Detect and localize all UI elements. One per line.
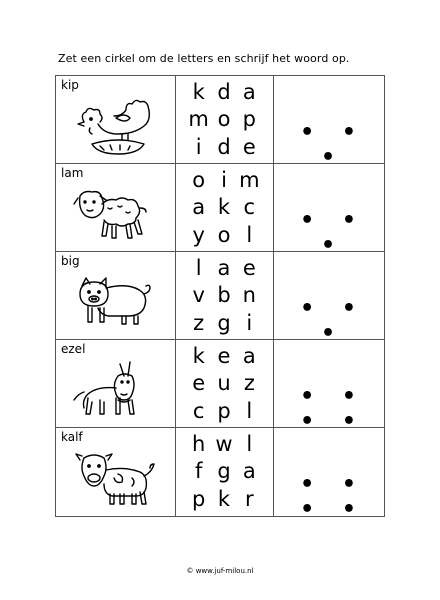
letter[interactable]: d	[217, 80, 231, 105]
animal-word: kip	[61, 78, 79, 92]
answer-dots: • • • •	[300, 384, 366, 434]
letter[interactable]: b	[217, 283, 231, 308]
letter[interactable]: k	[192, 80, 205, 105]
letter[interactable]: i	[246, 310, 253, 335]
letter[interactable]: l	[195, 256, 202, 281]
animal-word: ezel	[61, 342, 86, 356]
animal-word: kalf	[61, 430, 83, 444]
worksheet-table	[55, 75, 385, 522]
letter[interactable]: p	[242, 107, 256, 132]
chicken-icon	[70, 94, 160, 160]
letter[interactable]: c	[192, 398, 205, 423]
letter[interactable]: k	[192, 344, 205, 369]
worksheet-row-big	[56, 252, 384, 346]
picture-cell	[56, 428, 176, 516]
answer-cell[interactable]	[274, 340, 384, 434]
letter[interactable]: m	[239, 168, 260, 193]
copyright-footer: © www.juf-milou.nl	[186, 567, 254, 575]
letter[interactable]: k	[217, 486, 231, 511]
worksheet-row-kalf	[56, 428, 384, 522]
answer-dots: • • • •	[300, 472, 366, 522]
letter[interactable]: a	[192, 195, 206, 220]
letter[interactable]: i	[195, 134, 202, 159]
piglet-icon	[70, 270, 160, 336]
answer-cell[interactable]	[274, 76, 384, 170]
worksheet-row-lam	[56, 164, 384, 258]
lamb-icon	[70, 182, 160, 248]
letter[interactable]: e	[192, 371, 206, 396]
letter[interactable]: o	[192, 168, 206, 193]
letter[interactable]: r	[245, 486, 254, 511]
letter[interactable]: z	[243, 371, 255, 396]
letter-grid	[186, 167, 262, 249]
letter[interactable]: m	[188, 107, 209, 132]
answer-dots: • • •	[300, 120, 366, 170]
letter[interactable]: g	[217, 459, 231, 484]
letter-grid	[186, 431, 262, 513]
worksheet-row-kip	[56, 76, 384, 170]
letter[interactable]: e	[217, 344, 231, 369]
letter[interactable]: f	[194, 459, 203, 484]
letter[interactable]: u	[217, 371, 231, 396]
donkey-icon	[70, 358, 160, 424]
answer-cell[interactable]	[274, 252, 384, 346]
letter[interactable]: c	[243, 195, 256, 220]
letter[interactable]: p	[217, 398, 231, 423]
answer-dots: • • •	[300, 208, 366, 258]
letter[interactable]: g	[217, 310, 231, 335]
letter-grid	[186, 255, 262, 337]
letter[interactable]: a	[242, 80, 256, 105]
letter[interactable]: p	[191, 486, 206, 511]
worksheet-row-ezel	[56, 340, 384, 434]
letter-cell	[176, 252, 274, 339]
letter[interactable]: k	[217, 195, 231, 220]
letter[interactable]: n	[242, 283, 256, 308]
picture-cell	[56, 164, 176, 251]
picture-cell	[56, 76, 176, 163]
letter-cell	[176, 428, 274, 516]
letter[interactable]: v	[192, 283, 205, 308]
letter[interactable]: l	[246, 222, 253, 247]
letter[interactable]: a	[242, 344, 256, 369]
letter[interactable]: z	[193, 310, 205, 335]
letter[interactable]: w	[215, 432, 233, 457]
letter[interactable]: a	[217, 256, 231, 281]
letter[interactable]: o	[217, 222, 231, 247]
letter[interactable]: h	[192, 432, 206, 457]
letter[interactable]: a	[242, 459, 256, 484]
letter[interactable]: o	[217, 107, 231, 132]
letter[interactable]: e	[242, 256, 256, 281]
animal-word: big	[61, 254, 80, 268]
letter[interactable]: l	[246, 432, 253, 457]
letter[interactable]: e	[242, 134, 256, 159]
answer-cell[interactable]	[274, 164, 384, 258]
calf-icon	[70, 446, 160, 512]
letter-cell	[176, 340, 274, 427]
letter-cell	[176, 164, 274, 251]
picture-cell	[56, 340, 176, 427]
letter[interactable]: l	[246, 398, 253, 423]
letter[interactable]: y	[192, 222, 205, 247]
letter[interactable]: i	[221, 168, 227, 193]
answer-cell[interactable]	[274, 428, 384, 522]
instruction-text: Zet een cirkel om de letters en schrijf het woord op.	[58, 52, 350, 65]
animal-word: lam	[61, 166, 84, 180]
letter-grid	[186, 343, 262, 425]
picture-cell	[56, 252, 176, 339]
letter-grid	[186, 79, 262, 161]
letter[interactable]: d	[217, 134, 231, 159]
answer-dots: • • •	[300, 296, 366, 346]
letter-cell	[176, 76, 274, 163]
